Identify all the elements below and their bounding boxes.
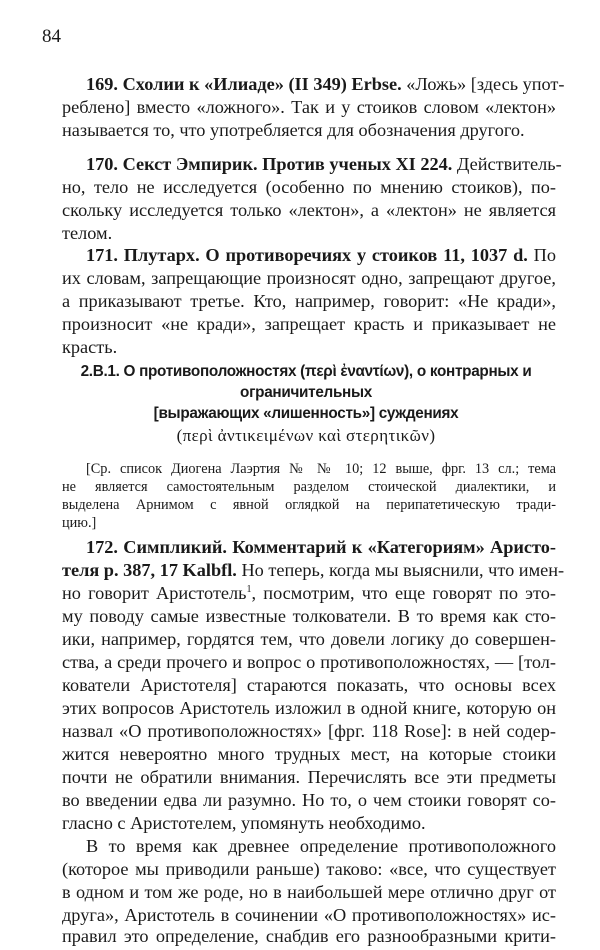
section-heading-line-3: [выражающих «лишенность»] суждениях [153,405,459,422]
entry-172-line-5: ства, а среди прочего и вопрос о противоположностях, — [тол- [62,652,556,672]
entry-172-line-2: но говорит Аристотель$^1$, посмотрим, что еще говорят по это- [62,583,556,603]
entry-170-title: 170. Секст Эмпирик. Против ученых XI 224. [86,154,453,174]
entry-172-para2-line-2: (которое мы приводили раньше) таково: «все, что существует [62,859,556,879]
entry-172-line-4: ики, например, гордятся тем, что довели логику до совершен- [62,629,556,649]
entry-172-para2-line-4: друга», Аристотель в сочинении «О противоположностях» ис- [62,905,556,925]
entry-172-line-3: му поводу самые известные толкователи. В то время как сто- [62,606,556,626]
entry-171-title: 171. Плутарх. О противоречиях у стоиков 11, 1037 d. [86,245,528,265]
entry-171-line-1: 171. Плутарх. О противоречиях у стоиков 11, 1037 d. По [86,245,556,265]
footnote-marker: 1 [246,584,252,595]
entry-169-line-1: 169. Схолии к «Илиаде» (II 349) Erbse. «Ложь» [здесь упот- [86,74,565,94]
entry-172-para2-line-3: в одном и том же роде, но в наибольшей мере отлично друг от [62,882,556,902]
section-heading-line-1: 2.В.1. О противоположностях (περὶ ἐναντίων), о контрарных и [80,363,532,380]
entry-170-line-2: но, тело не исследуется (особенно по мнению стоиков), по- [62,177,556,197]
entry-172-para2-line-5: правил это определение, снабдив его разнообразными крити- [62,926,556,946]
section-note-line-2: не является самостоятельным разделом стоической диалектики, и [62,479,556,495]
entry-171-line-3: а приказывают третье. Кто, например, говорит: «Не кради», [62,291,556,311]
entry-172-line-10: почти не обратили внимания. Перечислять все эти предметы [62,767,556,787]
entry-169-line-2: реблено] вместо «ложного». Так и у стоиков словом «лектон» [62,97,556,117]
entry-171-line-5: красть. [62,337,118,357]
page-number: 84 [42,26,61,47]
entry-172-line-1: теля p. 387, 17 Kalbfl. Но теперь, когда мы выяснили, что имен- [62,560,565,580]
section-note-line-3: выделена Арнимом с явной оглядкой на перипатетическую тради- [62,497,556,513]
entry-172-line-8: назвал «О противоположностях» [фрг. 118 Rose]: в ней содер- [62,721,556,741]
entry-172-line-11: во введении едва ли разумно. Но то, о чем стоики говорят со- [62,790,556,810]
entry-171-line-4: произносит «не кради», запрещает красть и приказывает не [62,314,556,334]
entry-169-line-3: называется то, что употребляется для обозначения другого. [62,120,525,140]
entry-170-line-3: скольку исследуется только «лектон», а «лектон» не является [62,200,556,220]
entry-171-line-2: их словам, запрещающие произносят одно, запрещают другое, [62,268,556,288]
entry-172-line-7: этих вопросов Аристотель изложил в одной книге, которую он [62,698,556,718]
section-note-line-1: [Ср. список Диогена Лаэртия № № 10; 12 выше, фрг. 13 сл.; тема [86,461,556,477]
entry-172-line-6: кователи Аристотеля] стараются показать, что основы всех [62,675,556,695]
entry-172-line-12: гласно с Аристотелем, упомянуть необходимо. [62,813,426,833]
entry-170-line-4: телом. [62,223,113,243]
entry-172-para2-line-1: В то время как древнее определение противоположного [86,836,556,856]
section-heading-line-2: ограничительных [240,384,372,401]
entry-169-title: 169. Схолии к «Илиаде» (II 349) Erbse. [86,74,402,94]
entry-170-line-1: 170. Секст Эмпирик. Против ученых XI 224. Действитель- [86,154,562,174]
section-note-line-4: цию.] [62,515,97,531]
entry-172-title-line-2: теля p. 387, 17 Kalbfl. [62,560,237,580]
section-greek-subtitle: (περὶ ἀντικειμένων καὶ στερητικῶν) [176,426,436,445]
entry-172-title-line-1: 172. Симпликий. Комментарий к «Категориям» Аристо- [86,537,556,557]
entry-172-line-9: жится невероятно много трудных мест, на которые стоики [62,744,556,764]
